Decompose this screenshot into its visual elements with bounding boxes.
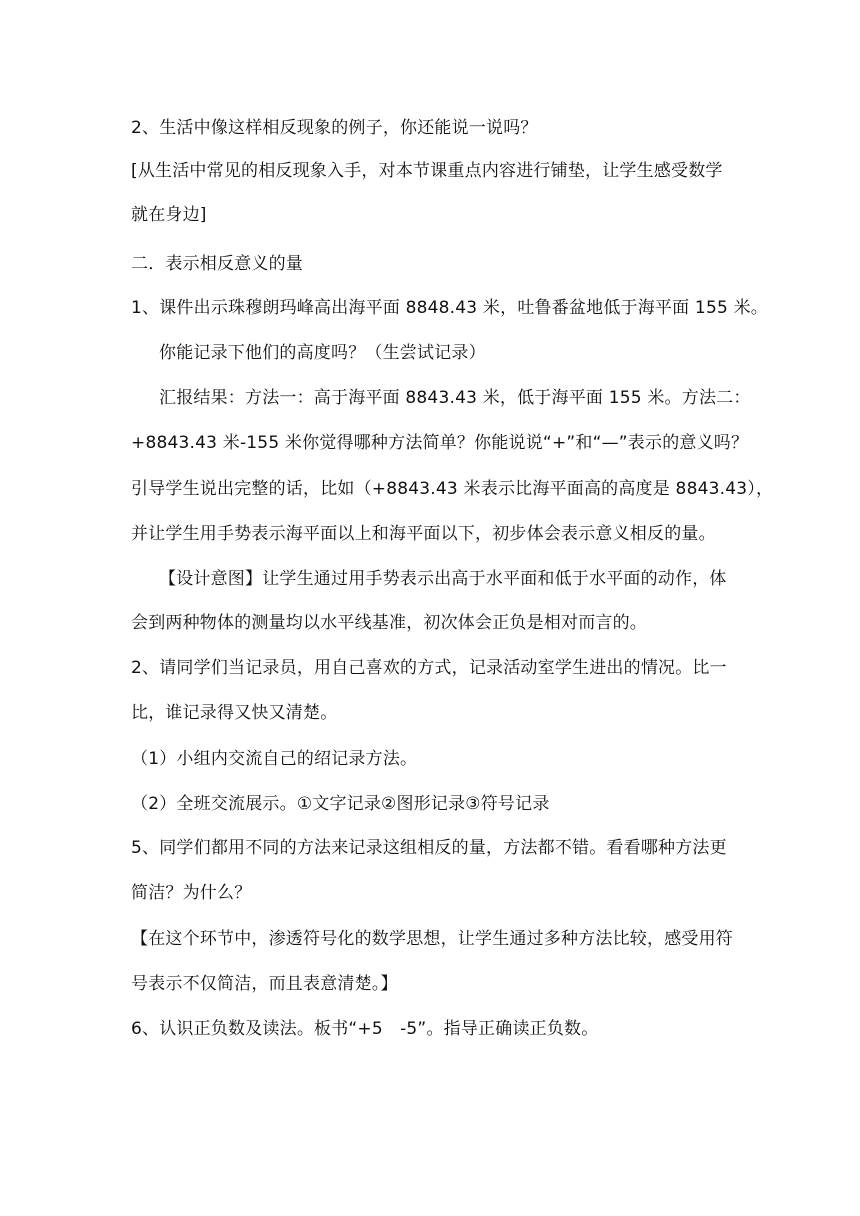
design-intent-line: 【在这个环节中，渗透符号化的数学思想，让学生通过多种方法比较，感受用符: [131, 929, 733, 949]
text-line: 会到两种物体的测量均以水平线基准，初次体会正负是相对而言的。: [131, 613, 647, 633]
text-line: 你能记录下他们的高度吗？（生尝试记录）: [159, 343, 486, 363]
text-line: 6、认识正负数及读法。板书“+5 -5”。指导正确读正负数。: [131, 1019, 599, 1039]
text-line: （2）全班交流展示。①文字记录②图形记录③符号记录: [131, 794, 550, 814]
text-line: 汇报结果：方法一：高于海平面 8843.43 米，低于海平面 155 米。方法二：: [159, 388, 751, 408]
text-line: [从生活中常见的相反现象入手，对本节课重点内容进行铺垫，让学生感受数学: [131, 161, 723, 181]
section-heading: 二．表示相反意义的量: [131, 254, 303, 274]
text-line: 1、课件出示珠穆朗玛峰高出海平面 8848.43 米，吐鲁番盆地低于海平面 155 米。: [131, 298, 768, 318]
text-line: 引导学生说出完整的话，比如（+8843.43 米表示比海平面高的高度是 8843.43），: [131, 479, 774, 499]
design-intent-line: 【设计意图】让学生通过用手势表示出高于水平面和低于水平面的动作，体: [159, 569, 727, 589]
text-line: 号表示不仅简洁，而且表意清楚。】: [131, 974, 398, 994]
text-line: 5、同学们都用不同的方法来记录这组相反的量，方法都不错。看看哪种方法更: [131, 838, 727, 858]
text-line: 比，谁记录得又快又清楚。: [131, 703, 338, 723]
text-line: 并让学生用手势表示海平面以上和海平面以下，初步体会表示意义相反的量。: [131, 524, 716, 544]
text-line: 2、生活中像这样相反现象的例子，你还能说一说吗？: [131, 118, 538, 138]
text-line: （1）小组内交流自己的绍记录方法。: [131, 749, 418, 769]
text-line: 2、请同学们当记录员，用自己喜欢的方式，记录活动室学生进出的情况。比一: [131, 658, 727, 678]
text-line: +8843.43 米-155 米你觉得哪种方法简单？你能说说“+”和“—”表示的意义吗？: [131, 433, 749, 453]
text-line: 简洁？为什么？: [131, 883, 252, 903]
text-line: 就在身边]: [131, 205, 207, 225]
